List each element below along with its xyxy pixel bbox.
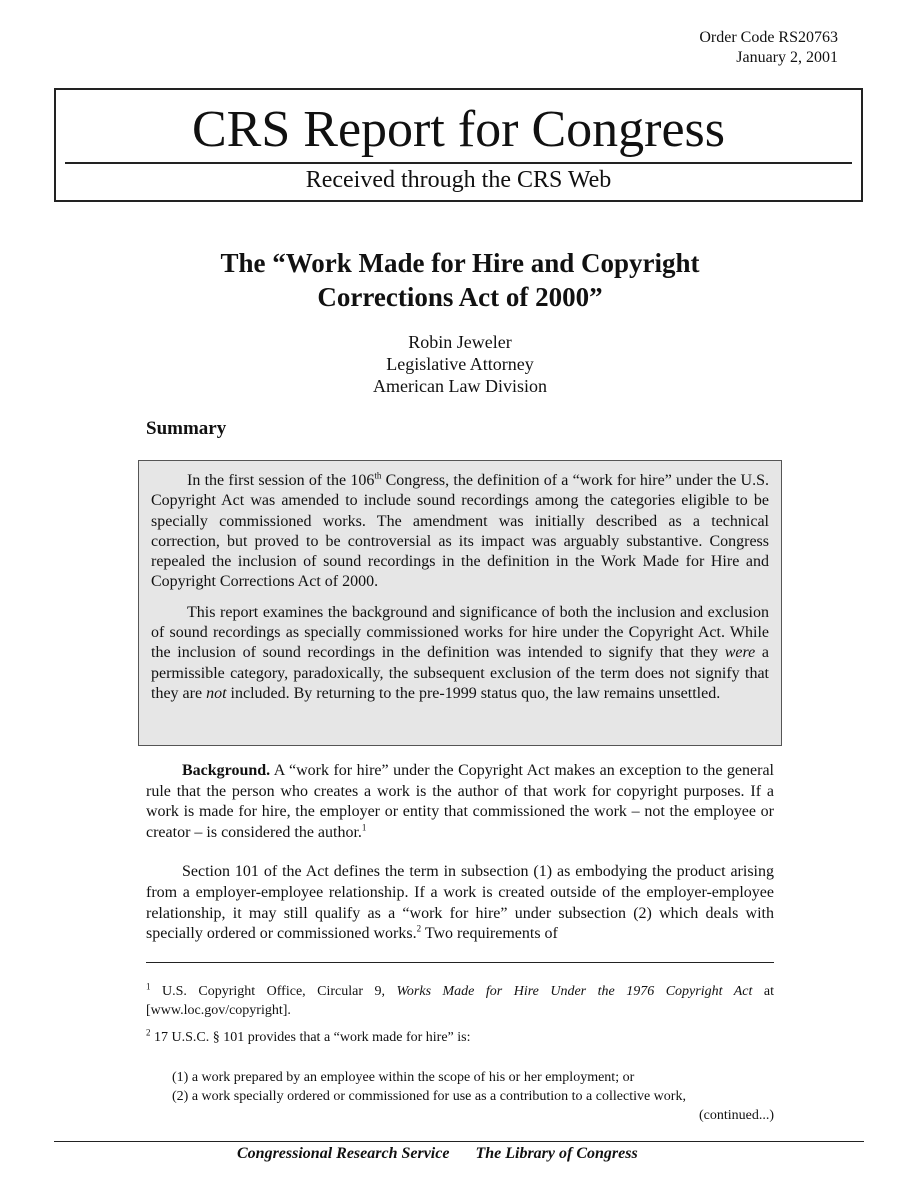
summary-paragraph-1 [151, 471, 769, 593]
author-role: Legislative Attorney [386, 354, 534, 374]
report-title-line2: Corrections Act of 2000” [317, 282, 603, 312]
summary-heading: Summary [146, 418, 227, 439]
footer-divider [54, 1141, 864, 1142]
summary-p1-text-b: Congress, the definition of a “work for hire” under the U.S. Copyright Act was amended to include sound recordings among the categories eligible to be specially commissioned works. The amendment was initially described as a technical correction, but proved to be controversial as its impact was arguably substantive. Congress repealed the inclusion of sound recordings in the definition in the Work Made for Hire and Copyright Corrections Act of 2000. [151, 472, 770, 591]
summary-p1-superscript: th [374, 470, 382, 481]
section-101-tail: Two requirements of [421, 925, 558, 943]
footnote-ref-2: 2 [416, 923, 422, 934]
order-code: Order Code RS20763 [699, 29, 838, 46]
author-division: American Law Division [373, 376, 547, 396]
footer-loc: The Library of Congress [475, 1145, 638, 1162]
summary-p2-text-c: included. By returning to the pre-1999 status quo, the law remains unsettled. [226, 684, 721, 702]
continued-marker: (continued...) [698, 1108, 774, 1123]
footnote-1-title: Works Made for Hire Under the 1976 Copyright Act [396, 984, 753, 999]
footnote-2 [146, 1028, 774, 1047]
banner-rule [65, 162, 852, 164]
summary-p1-text-a: In the first session of the 106 [187, 472, 375, 489]
page-footer [237, 1145, 638, 1163]
footnote-1 [146, 982, 774, 1020]
crs-banner [54, 88, 863, 202]
banner-title: CRS Report for Congress [192, 101, 725, 158]
summary-p2-emphasis-were: were [724, 644, 756, 662]
summary-box [138, 460, 782, 746]
footer-crs: Congressional Research Service [237, 1145, 450, 1162]
section-101-paragraph [146, 862, 774, 944]
author-name: Robin Jeweler [408, 332, 512, 352]
background-paragraph [146, 761, 774, 843]
order-code-block [699, 28, 838, 68]
footnote-1-number: 1 [146, 981, 151, 992]
body-text [146, 761, 774, 964]
footnote-2-text: 17 U.S.C. § 101 provides that a “work made for hire” is: [150, 1030, 471, 1045]
background-label: Background. [182, 762, 271, 779]
background-text: A “work for hire” under the Copyright Act makes an exception to the general rule that the person who creates a work is the author of that work for copyright purposes. If a work is made for hire, the employer or entity that commissioned the work – not the employee or creator – is considered the author. [146, 762, 774, 841]
banner-subtitle: Received through the CRS Web [305, 167, 612, 193]
report-date: January 2, 2001 [736, 49, 838, 66]
footnote-divider [146, 962, 774, 963]
footnote-2-quote [172, 1068, 774, 1125]
footnote-ref-1: 1 [361, 822, 367, 833]
summary-p2-text-b: a permissible category, paradoxically, the subsequent exclusion of the term does not signify that they are [151, 644, 770, 702]
quote-item-1: (1) a work prepared by an employee within the scope of his or her employment; or [172, 1070, 635, 1085]
summary-paragraph-2 [151, 603, 769, 704]
summary-p2-emphasis-not: not [206, 684, 227, 702]
report-title-line1: The “Work Made for Hire and Copyright [220, 248, 700, 278]
footnote-1-text-b: at [www.loc.gov/copyright]. [146, 984, 775, 1018]
footnote-1-text-a: U.S. Copyright Office, Circular 9, [150, 984, 397, 999]
author-block [0, 331, 920, 397]
quote-item-2: (2) a work specially ordered or commissioned for use as a contribution to a collective work, [172, 1089, 686, 1104]
report-title [0, 246, 920, 314]
footnote-2-number: 2 [146, 1027, 151, 1038]
section-101-text: Section 101 of the Act defines the term in subsection (1) as embodying the product arising from a employer-employee relationship. If a work is created outside of the employer-employee relationship, it may still qualify as a “work for hire” under subsection (2) which deals with specially ordered or commissioned works. [146, 863, 774, 943]
summary-p2-text-a: This report examines the background and significance of both the inclusion and exclusion of sound recordings as specially commissioned works for hire under the Copyright Act. While the inclusion of sound recordings in the definition was intended to signify that they [151, 603, 769, 662]
